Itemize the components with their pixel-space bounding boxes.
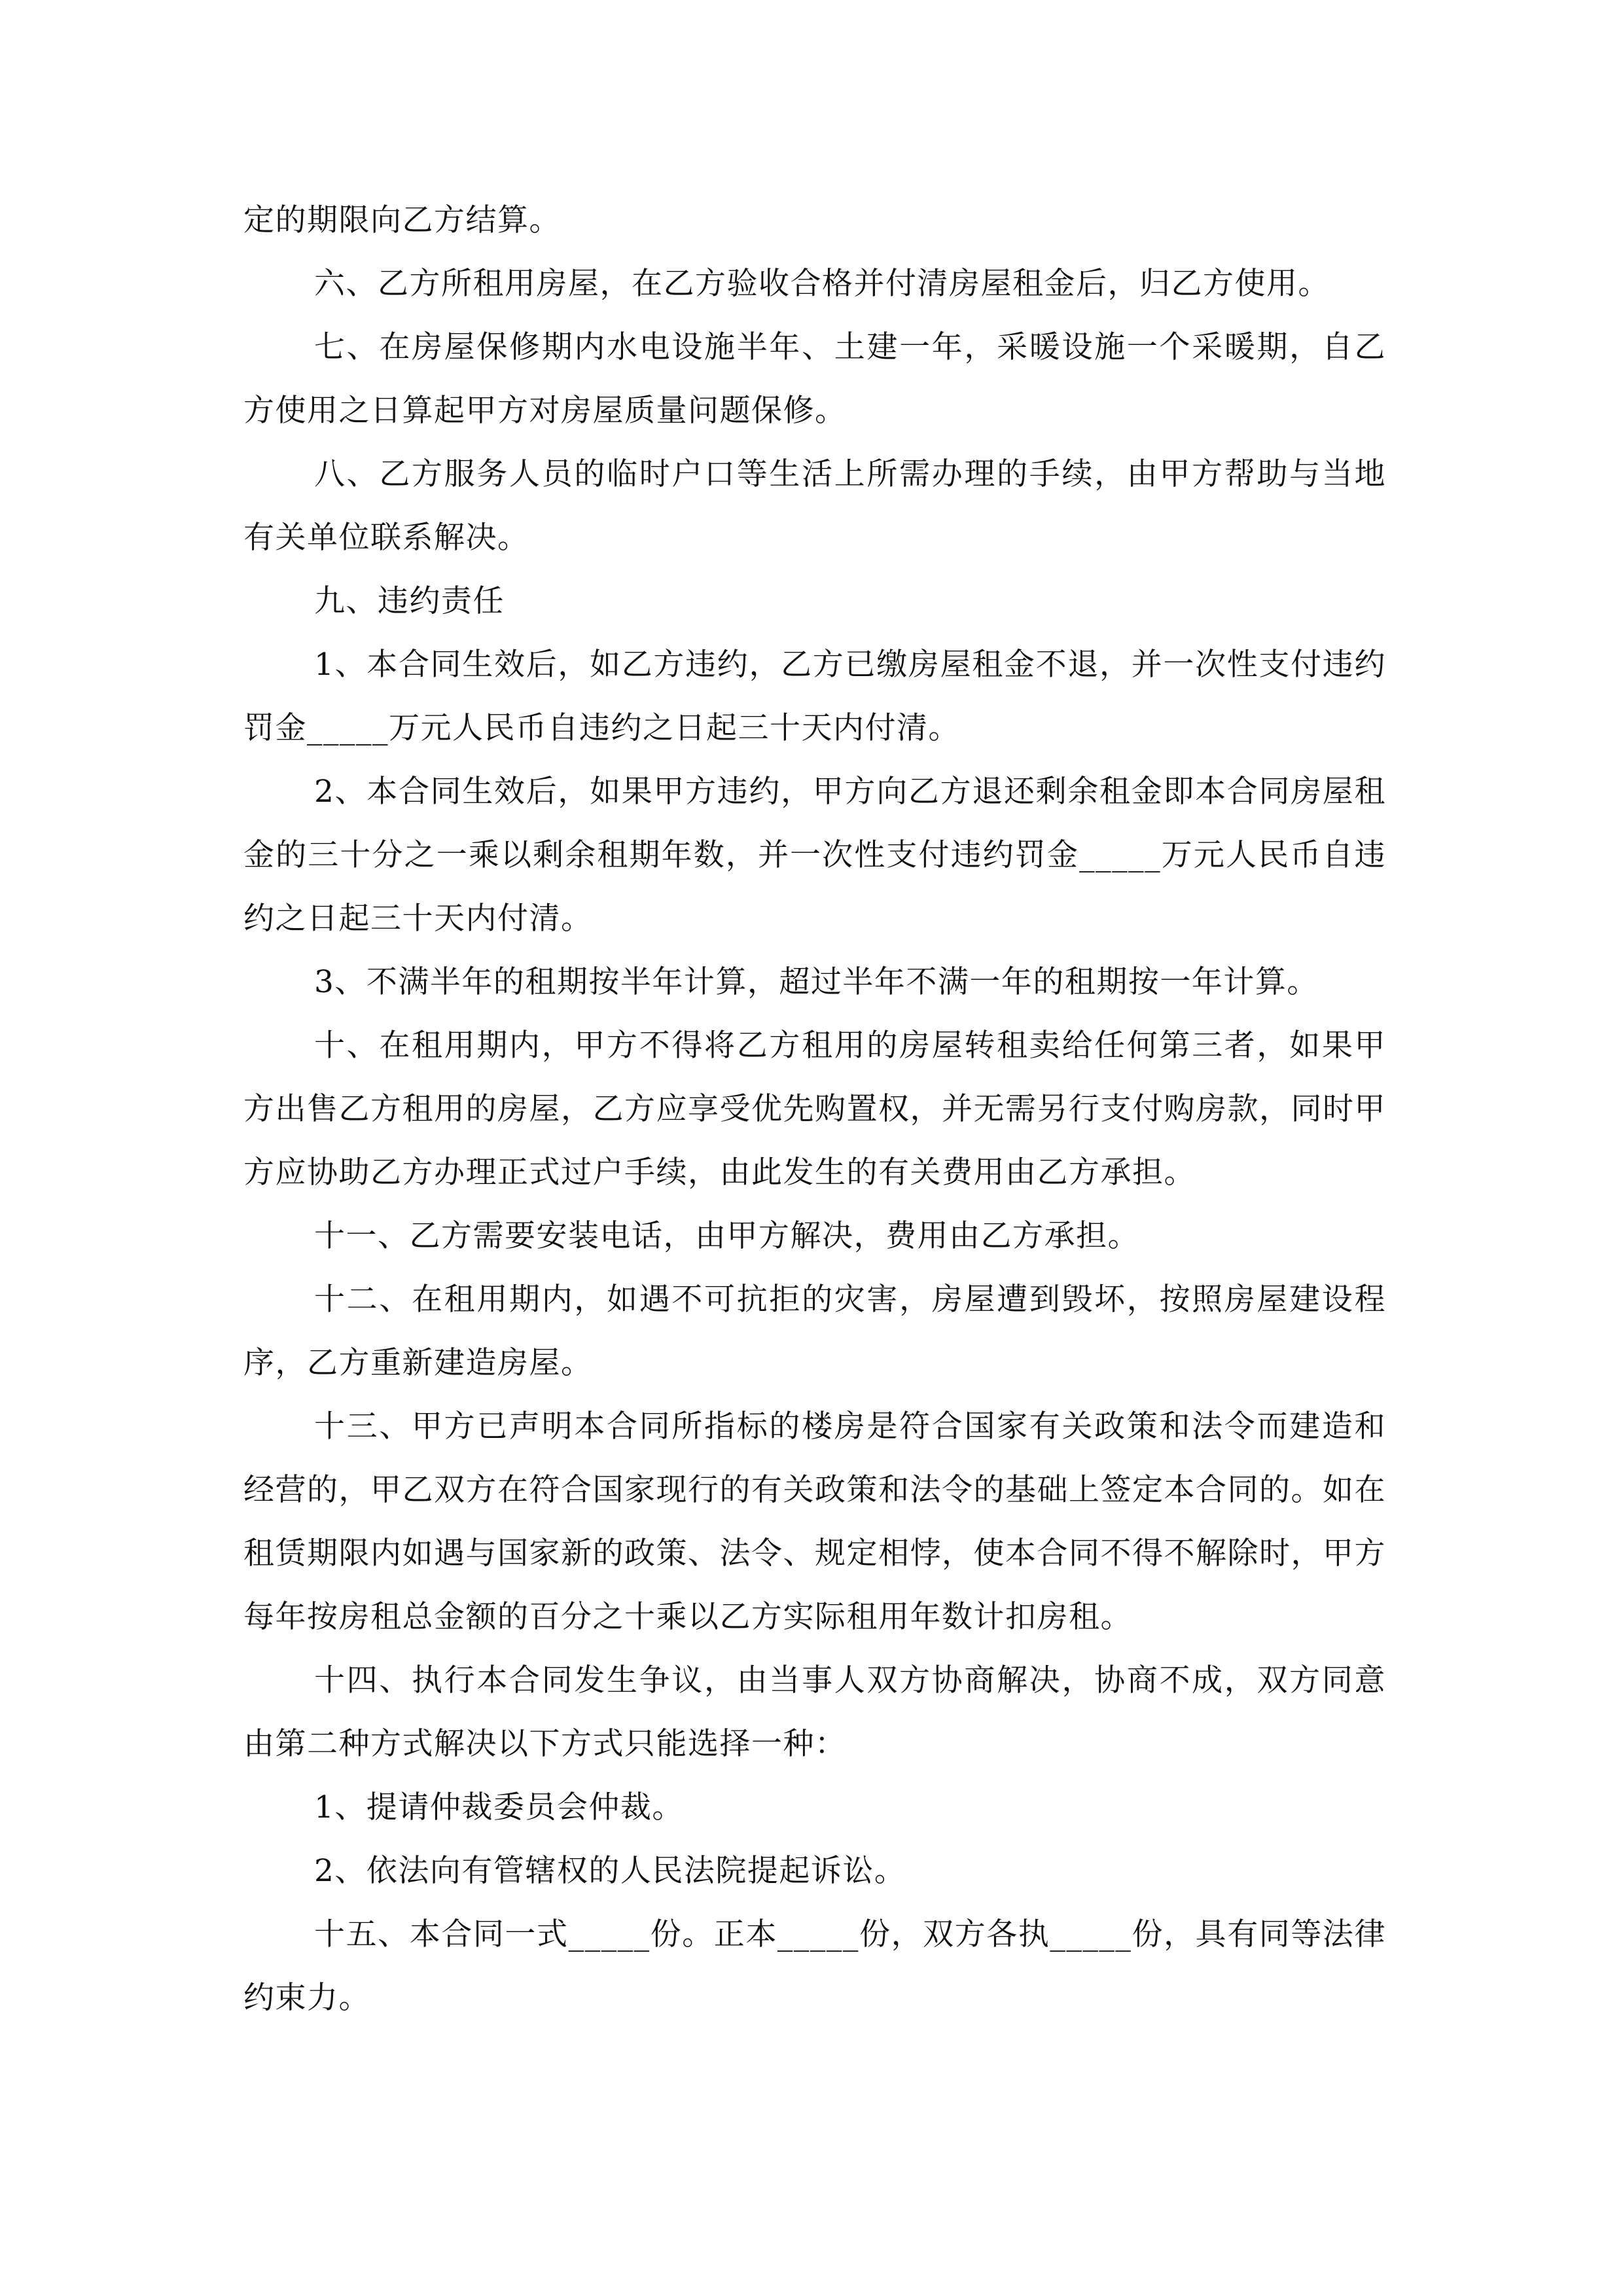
- paragraph-clause-9-heading: 九、违约责任: [314, 583, 505, 619]
- paragraph-clause-7: 七、在房屋保修期内水电设施半年、土建一年，采暖设施一个采暖期，自乙方使用之日算起甲方对房屋质量问题保修。: [243, 329, 1386, 429]
- paragraph-clause-9-item-3: 3、不满半年的租期按半年计算，超过半年不满一年的租期按一年计算。: [314, 964, 1319, 1000]
- paragraph-settlement-tail: 定的期限向乙方结算。: [243, 202, 561, 238]
- paragraph-clause-13: 十三、甲方已声明本合同所指标的楼房是符合国家有关政策和法令而建造和经营的，甲乙双方在符合国家现行的有关政策和法令的基础上签定本合同的。如在租赁期限内如遇与国家新的政策、法令、规定相悖，使本合同不得不解除时，甲方每年按房租总金额的百分之十乘以乙方实际租用年数计扣房租。: [243, 1408, 1386, 1635]
- paragraph-clause-8: 八、乙方服务人员的临时户口等生活上所需办理的手续，由甲方帮助与当地有关单位联系解决。: [243, 456, 1386, 556]
- paragraph-clause-9-item-1: 1、本合同生效后，如乙方违约，乙方已缴房屋租金不退，并一次性支付违约罚金_____万元人民币自违约之日起三十天内付清。: [243, 647, 1386, 746]
- paragraph-clause-12: 十二、在租用期内，如遇不可抗拒的灾害，房屋遭到毁坏，按照房屋建设程序，乙方重新建造房屋。: [243, 1282, 1386, 1381]
- contract-body: [243, 188, 1386, 2030]
- paragraph-clause-14-option-1: 1、提请仲裁委员会仲裁。: [314, 1789, 684, 1825]
- paragraph-clause-15: 十五、本合同一式_____份。正本_____份，双方各执_____份，具有同等法律约束力。: [243, 1916, 1386, 2016]
- paragraph-clause-9-item-2: 2、本合同生效后，如果甲方违约，甲方向乙方退还剩余租金即本合同房屋租金的三十分之一乘以剩余租期年数，并一次性支付违约罚金_____万元人民币自违约之日起三十天内付清。: [243, 774, 1386, 937]
- paragraph-clause-6: 六、乙方所租用房屋，在乙方验收合格并付清房屋租金后，归乙方使用。: [314, 266, 1330, 302]
- paragraph-clause-14-option-2: 2、依法向有管辖权的人民法院提起诉讼。: [314, 1853, 906, 1889]
- paragraph-clause-11: 十一、乙方需要安装电话，由甲方解决，费用由乙方承担。: [314, 1218, 1139, 1254]
- paragraph-clause-10: 十、在租用期内，甲方不得将乙方租用的房屋转租卖给任何第三者，如果甲方出售乙方租用的房屋，乙方应享受优先购置权，并无需另行支付购房款，同时甲方应协助乙方办理正式过户手续，由此发生的有关费用由乙方承担。: [243, 1028, 1386, 1191]
- paragraph-clause-14: 十四、执行本合同发生争议，由当事人双方协商解决，协商不成，双方同意由第二种方式解决以下方式只能选择一种：: [243, 1662, 1386, 1762]
